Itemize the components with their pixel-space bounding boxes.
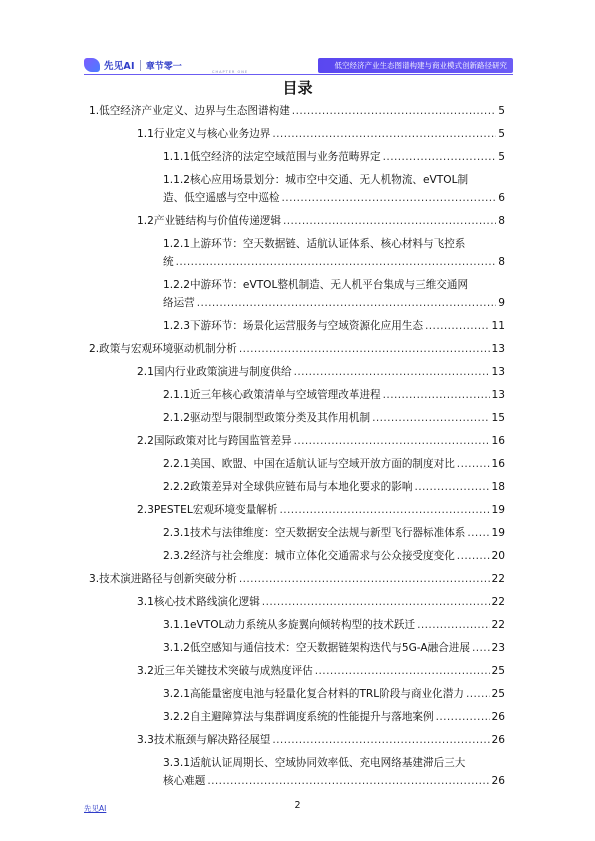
logo-divider	[140, 60, 141, 71]
page-number: 2	[294, 800, 301, 811]
toc-entry[interactable]	[84, 125, 505, 143]
toc-leader-dots	[467, 524, 489, 542]
toc-entry-title-line1: 1.2.2中游环节：eVTOL整机制造、无人机平台集成与三维交通网	[163, 279, 469, 291]
toc-leader-dots	[294, 363, 490, 381]
logo-text: 先见AI	[104, 61, 135, 72]
toc-entry-page: 6	[498, 192, 505, 204]
toc-entry-page: 18	[491, 481, 505, 493]
toc-entry-page: 9	[498, 297, 505, 309]
toc-entry[interactable]	[84, 432, 505, 450]
toc-entry-page: 19	[491, 527, 505, 539]
header-divider	[84, 74, 513, 75]
toc-entry[interactable]	[84, 501, 505, 519]
toc-entry[interactable]	[84, 639, 505, 657]
toc-entry-title: 3.1.1eVTOL动力系统从多旋翼向倾转构型的技术跃迁	[163, 619, 416, 631]
footer-brand-link[interactable]: 先见AI	[84, 804, 107, 813]
toc-entry[interactable]	[84, 570, 505, 588]
toc-entry-title: 2.3.2经济与社会维度：城市立体化交通需求与公众接受度变化	[163, 550, 455, 562]
toc-leader-dots	[292, 102, 496, 120]
toc-entry-title: 1.1.1低空经济的法定空域范围与业务范畴界定	[163, 151, 381, 163]
toc-leader-dots	[383, 148, 497, 166]
toc-leader-dots	[315, 662, 490, 680]
report-title: 低空经济产业生态图谱构建与商业模式创新路径研究	[334, 61, 507, 70]
page-header	[0, 0, 595, 74]
toc-entry[interactable]	[84, 102, 505, 120]
toc-entry[interactable]	[84, 340, 505, 358]
toc-entry-title-line1: 3.3.1适航认证周期长、空域协同效率低、充电网络基建滞后三大	[163, 757, 466, 769]
toc-leader-dots	[272, 731, 489, 749]
toc-entry-title: 3.技术演进路径与创新突破分析	[89, 573, 237, 585]
toc-entry[interactable]	[84, 754, 505, 790]
toc-leader-dots	[279, 501, 489, 519]
toc-entry-page: 16	[491, 435, 505, 447]
toc-entry[interactable]	[84, 616, 505, 634]
toc-entry-page: 23	[491, 642, 505, 654]
toc-entry-page: 13	[491, 366, 505, 378]
toc-entry[interactable]	[84, 547, 505, 565]
toc-entry[interactable]	[84, 524, 505, 542]
toc-entry-page: 20	[491, 550, 505, 562]
toc-leader-dots	[425, 317, 490, 335]
toc-leader-dots	[239, 340, 490, 358]
toc-leader-dots	[383, 386, 490, 404]
toc-entry-title: 2.1.1近三年核心政策清单与空域管理改革进程	[163, 389, 381, 401]
logo-subtitle-en: CHAPTER ONE	[212, 70, 249, 74]
toc-entry-page: 26	[491, 711, 505, 723]
toc-entry-page: 25	[491, 665, 505, 677]
toc-leader-dots	[207, 772, 489, 790]
logo-subtitle: 章节零一	[145, 61, 182, 72]
toc-entry-title: 3.3技术瓶颈与解决路径展望	[137, 734, 271, 746]
toc-entry-title: 1.2.3下游环节：场景化运营服务与空域资源化应用生态	[163, 320, 424, 332]
toc-entry[interactable]	[84, 685, 505, 703]
toc-entry-title: 2.1.2驱动型与限制型政策分类及其作用机制	[163, 412, 371, 424]
toc-entry[interactable]	[84, 409, 505, 427]
toc-leader-dots	[272, 125, 496, 143]
toc-entry-title-line2: 核心难题	[163, 775, 206, 787]
table-of-contents	[84, 102, 505, 795]
toc-leader-dots	[283, 212, 496, 230]
toc-leader-dots	[372, 409, 489, 427]
toc-entry-title-line1: 1.2.1上游环节：空天数据链、适航认证体系、核心材料与飞控系	[163, 238, 466, 250]
toc-leader-dots	[457, 547, 490, 565]
toc-leader-dots	[414, 478, 489, 496]
toc-entry-title-line2: 造、低空遥感与空中巡检	[163, 192, 280, 204]
toc-heading: 目录	[282, 79, 313, 97]
header-title-bar	[318, 58, 513, 73]
toc-entry-title: 3.2.1高能量密度电池与轻量化复合材料的TRL阶段与商业化潜力	[163, 688, 464, 700]
toc-entry[interactable]	[84, 148, 505, 166]
toc-entry-title: 2.2.2政策差异对全球供应链布局与本地化要求的影响	[163, 481, 413, 493]
toc-leader-dots	[282, 189, 497, 207]
toc-entry-title: 1.低空经济产业定义、边界与生态图谱构建	[89, 105, 290, 117]
toc-entry[interactable]	[84, 478, 505, 496]
toc-entry-title: 2.2国际政策对比与跨国监管差异	[137, 435, 292, 447]
toc-entry-page: 22	[491, 619, 505, 631]
toc-entry-page: 25	[491, 688, 505, 700]
toc-entry-title-line1: 1.1.2核心应用场景划分：城市空中交通、无人机物流、eVTOL制	[163, 174, 469, 186]
toc-entry[interactable]	[84, 171, 505, 207]
toc-leader-dots	[436, 708, 490, 726]
toc-entry-page: 22	[491, 596, 505, 608]
toc-entry-page: 13	[491, 343, 505, 355]
toc-entry-page: 13	[491, 389, 505, 401]
toc-entry-page: 16	[491, 458, 505, 470]
toc-entry-page: 15	[491, 412, 505, 424]
toc-entry-title: 1.2产业链结构与价值传递逻辑	[137, 215, 281, 227]
toc-entry-page: 8	[498, 215, 505, 227]
toc-entry-page: 5	[498, 105, 505, 117]
toc-entry[interactable]	[84, 386, 505, 404]
toc-entry-page: 8	[498, 256, 505, 268]
toc-leader-dots	[466, 685, 490, 703]
toc-entry[interactable]	[84, 662, 505, 680]
toc-leader-dots	[239, 570, 490, 588]
toc-leader-dots	[457, 455, 490, 473]
toc-entry[interactable]	[84, 708, 505, 726]
toc-entry-title: 2.2.1美国、欧盟、中国在适航认证与空域开放方面的制度对比	[163, 458, 455, 470]
toc-entry[interactable]	[84, 455, 505, 473]
toc-entry[interactable]	[84, 731, 505, 749]
toc-leader-dots	[262, 593, 490, 611]
toc-entry-title: 2.3PESTEL宏观环境变量解析	[137, 504, 278, 516]
toc-entry-title-line2: 统	[163, 256, 174, 268]
toc-leader-dots	[294, 432, 490, 450]
toc-entry-title: 1.1行业定义与核心业务边界	[137, 128, 271, 140]
toc-entry[interactable]	[84, 235, 505, 271]
toc-entry-title-line2: 络运营	[163, 297, 195, 309]
toc-entry-page: 5	[498, 128, 505, 140]
toc-entry-page: 19	[491, 504, 505, 516]
toc-leader-dots	[176, 253, 497, 271]
toc-entry-title: 2.3.1技术与法律维度：空天数据安全法规与新型飞行器标准体系	[163, 527, 466, 539]
toc-entry[interactable]	[84, 317, 505, 335]
toc-entry-title: 3.1.2低空感知与通信技术：空天数据链架构迭代与5G-A融合进展	[163, 642, 470, 654]
toc-leader-dots	[417, 616, 489, 634]
toc-entry-page: 26	[491, 734, 505, 746]
toc-entry-page: 22	[491, 573, 505, 585]
logo-icon	[84, 58, 100, 72]
toc-entry-page: 5	[498, 151, 505, 163]
toc-entry[interactable]	[84, 276, 505, 312]
toc-entry-title: 3.2.2自主避障算法与集群调度系统的性能提升与落地案例	[163, 711, 434, 723]
toc-entry-page: 26	[491, 775, 505, 787]
toc-entry[interactable]	[84, 212, 505, 230]
brand-logo	[84, 58, 249, 74]
toc-entry-title: 3.1核心技术路线演化逻辑	[137, 596, 260, 608]
toc-entry-title: 2.政策与宏观环境驱动机制分析	[89, 343, 237, 355]
toc-entry-title: 2.1国内行业政策演进与制度供给	[137, 366, 292, 378]
toc-leader-dots	[472, 639, 490, 657]
toc-entry-page: 11	[491, 320, 505, 332]
toc-entry-title: 3.2近三年关键技术突破与成熟度评估	[137, 665, 313, 677]
toc-entry[interactable]	[84, 363, 505, 381]
toc-leader-dots	[197, 294, 496, 312]
toc-entry[interactable]	[84, 593, 505, 611]
